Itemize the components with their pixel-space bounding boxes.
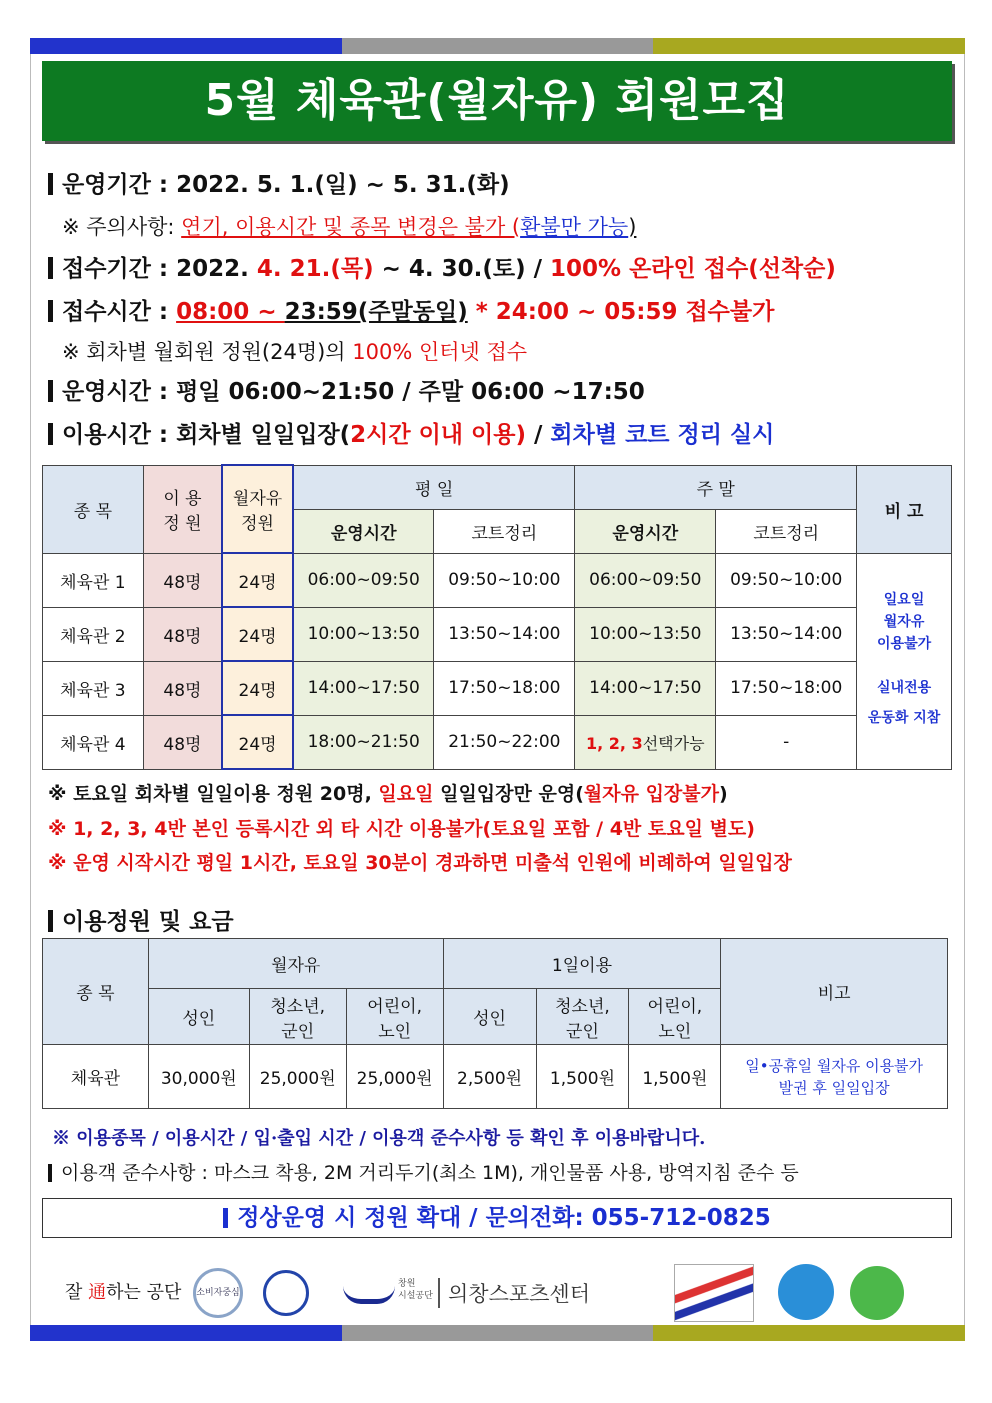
- cell-wd-op: 06:00~09:50: [293, 553, 434, 607]
- mascot-blue-icon: [778, 1264, 834, 1320]
- cell-we-op: 14:00~17:50: [575, 661, 716, 715]
- cell-we-court: 09:50~10:00: [716, 553, 857, 607]
- fee-col-youth: 청소년, 군인: [536, 989, 629, 1045]
- note-late-entry: ※ 운영 시작시간 평일 1시간, 토요일 30분이 경과하면 미출석 인원에 비례하여 일일입장: [48, 852, 792, 874]
- cell-wd-court: 13:50~14:00: [434, 607, 575, 661]
- schedule-table: [42, 464, 952, 770]
- col-we-op: 운영시간: [575, 509, 716, 553]
- table-row: [43, 607, 952, 661]
- cell-name: 체육관 1: [43, 553, 144, 607]
- operation-time-line: 운영시간 : 평일 06:00~21:50 / 주말 06:00 ~17:50: [48, 373, 645, 406]
- caution-line: ※ 주의사항: 연기, 이용시간 및 종목 변경은 불가 (환불만 가능): [62, 215, 637, 239]
- cell-wd-op: 14:00~17:50: [293, 661, 434, 715]
- fee-cell: 25,000원: [249, 1045, 346, 1109]
- fee-cell: 30,000원: [148, 1045, 249, 1109]
- cell-cap: 48명: [143, 715, 222, 769]
- contact-box: 정상운영 시 정원 확대 / 문의전화: 055-712-0825: [42, 1198, 952, 1238]
- mascot-green-icon: [850, 1266, 904, 1320]
- note-class-time: ※ 1, 2, 3, 4반 본인 등록시간 외 타 시간 이용불가(토요일 포함 / 4반 토요일 별도): [48, 818, 755, 840]
- corp-logo-text: 창원 시설공단: [398, 1279, 433, 1301]
- reception-time-line: 접수시간 : 08:00 ~ 23:59(주말동일) * 24:00 ~ 05:59 접수불가: [48, 293, 774, 326]
- period-line: 운영기간 : 2022. 5. 1.(일) ~ 5. 31.(화): [48, 166, 510, 199]
- fee-col-adult: 성인: [148, 989, 249, 1045]
- cell-wd-court: 09:50~10:00: [434, 553, 575, 607]
- cell-we-op: 10:00~13:50: [575, 607, 716, 661]
- certification-logo: [674, 1264, 754, 1322]
- cell-cap: 48명: [143, 553, 222, 607]
- corp-logo-icon: [343, 1286, 395, 1304]
- cell-wd-op: 10:00~13:50: [293, 607, 434, 661]
- table-row: [43, 1045, 948, 1109]
- col-weekday: 평 일: [293, 465, 575, 509]
- cell-we-court: 17:50~18:00: [716, 661, 857, 715]
- fee-cell: 2,500원: [443, 1045, 536, 1109]
- fee-col-item: 종 목: [43, 939, 149, 1045]
- fee-col-child: 어린이, 노인: [629, 989, 721, 1045]
- cell-wd-court: 17:50~18:00: [434, 661, 575, 715]
- fee-cell-name: 체육관: [43, 1045, 149, 1109]
- fee-cell-note: 일•공휴일 월자유 이용불가 발권 후 일일입장: [721, 1045, 948, 1109]
- reception-period-line: 접수기간 : 2022. 4. 21.(목) ~ 4. 30.(토) / 100% 온라인 접수(선착순): [48, 250, 836, 283]
- fee-col-child: 어린이, 노인: [346, 989, 443, 1045]
- bottom-color-bar: [30, 1325, 965, 1341]
- col-note: 비 고: [857, 465, 952, 553]
- cell-month: 24명: [222, 607, 293, 661]
- fee-col-note: 비고: [721, 939, 948, 1045]
- fee-table: [42, 938, 948, 1109]
- fee-col-youth: 청소년, 군인: [249, 989, 346, 1045]
- cell-wd-court: 21:50~22:00: [434, 715, 575, 769]
- cell-name: 체육관 3: [43, 661, 144, 715]
- cell-note: 일요일 월자유 이용불가 실내전용 운동화 지참: [857, 553, 952, 769]
- top-color-bar: [30, 38, 965, 54]
- col-we-court: 코트정리: [716, 509, 857, 553]
- table-row: [43, 661, 952, 715]
- col-wd-op: 운영시간: [293, 509, 434, 553]
- cell-wd-op: 18:00~21:50: [293, 715, 434, 769]
- table-row: [43, 553, 952, 607]
- cell-month: 24명: [222, 661, 293, 715]
- fee-section-title: 이용정원 및 요금: [48, 903, 234, 936]
- cell-name: 체육관 4: [43, 715, 144, 769]
- cell-cap: 48명: [143, 661, 222, 715]
- col-item: 종 목: [43, 465, 144, 553]
- quota-note: ※ 회차별 월회원 정원(24명)의 100% 인터넷 접수: [62, 340, 528, 364]
- col-wd-court: 코트정리: [434, 509, 575, 553]
- col-capacity: 이 용 정 원: [143, 465, 222, 553]
- fee-cell: 1,500원: [629, 1045, 721, 1109]
- cell-name: 체육관 2: [43, 607, 144, 661]
- footer-note: ※ 이용종목 / 이용시간 / 입·출입 시간 / 이용객 준수사항 등 확인 후 이용바랍니다.: [52, 1128, 706, 1149]
- page-title: 5월 체육관(월자유) 회원모집: [42, 61, 952, 141]
- usage-time-line: 이용시간 : 회차별 일일입장(2시간 이내 이용) / 회차별 코트 정리 실시: [48, 416, 774, 449]
- fee-col-adult: 성인: [443, 989, 536, 1045]
- cell-month: 24명: [222, 553, 293, 607]
- fee-cell: 1,500원: [536, 1045, 629, 1109]
- cell-month: 24명: [222, 715, 293, 769]
- ccm-logo: 소비자중심: [193, 1268, 243, 1318]
- human-rights-logo: [263, 1270, 309, 1316]
- col-monthly: 월자유 정원: [222, 465, 293, 553]
- logo-row: [60, 1258, 940, 1328]
- table-row: [43, 715, 952, 769]
- fee-col-daily: 1일이용: [443, 939, 721, 989]
- center-logo: 의창스포츠센터: [438, 1278, 590, 1308]
- fee-cell: 25,000원: [346, 1045, 443, 1109]
- rules-line: 이용객 준수사항 : 마스크 착용, 2M 거리두기(최소 1M), 개인물품 사용, 방역지침 준수 등: [48, 1158, 799, 1185]
- cell-we-op: 1, 2, 3선택가능: [575, 715, 716, 769]
- fee-col-monthly: 월자유: [148, 939, 443, 989]
- cell-we-op: 06:00~09:50: [575, 553, 716, 607]
- slogan-logo: 잘 通하는 공단: [65, 1282, 182, 1303]
- cell-we-court: -: [716, 715, 857, 769]
- note-saturday: ※ 토요일 회차별 일일이용 정원 20명, 일요일 일일입장만 운영(월자유 입장불가): [48, 783, 728, 805]
- cell-cap: 48명: [143, 607, 222, 661]
- col-weekend: 주 말: [575, 465, 857, 509]
- cell-we-court: 13:50~14:00: [716, 607, 857, 661]
